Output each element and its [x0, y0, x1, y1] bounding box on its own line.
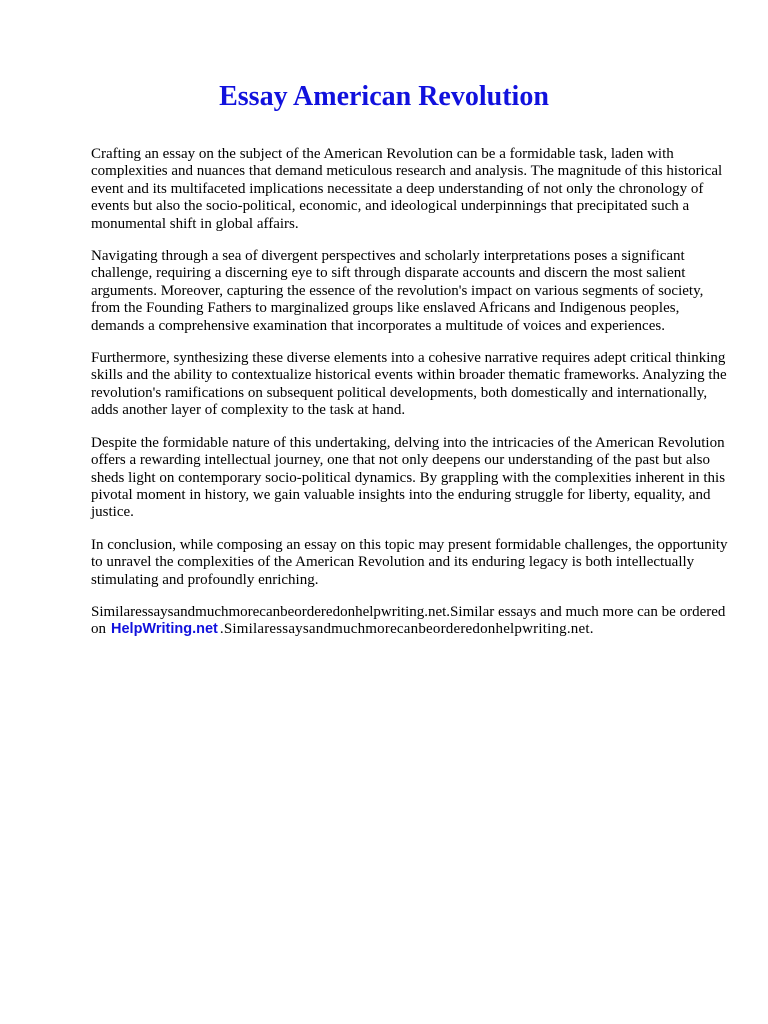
- document-title: Essay American Revolution: [219, 81, 549, 112]
- paragraph-1: Crafting an essay on the subject of the American Revolution can be a formidable task, laden with complexities and nuances that demand meticulous research and analysis. The magnitude of this historical event and its multifaceted implications necessitate a deep understanding of not only the chronology of events but also the socio-political, economic, and ideological underpinnings that precipitated such a monumental shift in global affairs.: [91, 146, 723, 232]
- paragraph-4: Despite the formidable nature of this undertaking, delving into the intricacies of the American Revolution offers a rewarding intellectual journey, one that not only deepens our understanding of the past but also sheds light on contemporary socio-political dynamics. By grappling with the complexities inherent in this pivotal moment in history, we gain valuable insights into the enduring struggle for liberty, equality, and justice.: [91, 434, 726, 521]
- footer-lead-text: Similaressaysandmuchmorecanbeorderedonhelpwriting.net.Similar essays and much more can be ordered on: [91, 603, 726, 638]
- paragraph-2: Navigating through a sea of divergent perspectives and scholarly interpretations poses a significant challenge, requiring a discerning eye to sift through disparate accounts and discern the most salient arguments. Moreover, capturing the essence of the revolution's impact on various segments of society, from the Founding Fathers to marginalized groups like enslaved Africans and Indigenous peoples, demands a comprehensive examination that incorporates a multitude of voices and experiences.: [91, 248, 704, 334]
- paragraph-3: Furthermore, synthesizing these diverse elements into a cohesive narrative requires adept critical thinking skills and the ability to contextualize historical events within broader thematic frameworks. Analyzing the revolution's ramifications on subsequent political developments, both domestically and internationally, adds another layer of complexity to the task at hand.: [91, 350, 727, 419]
- footer-note: [91, 604, 731, 639]
- document-body: [91, 146, 731, 639]
- footer-tail-text: .Similaressaysandmuchmorecanbeorderedonhelpwriting.net.: [219, 621, 594, 638]
- helpwriting-link[interactable]: HelpWriting.net: [111, 621, 218, 638]
- paragraph-5: In conclusion, while composing an essay on this topic may present formidable challenges, the opportunity to unravel the complexities of the American Revolution and its enduring legacy is both intellectually stimulating and profoundly enriching.: [91, 536, 728, 588]
